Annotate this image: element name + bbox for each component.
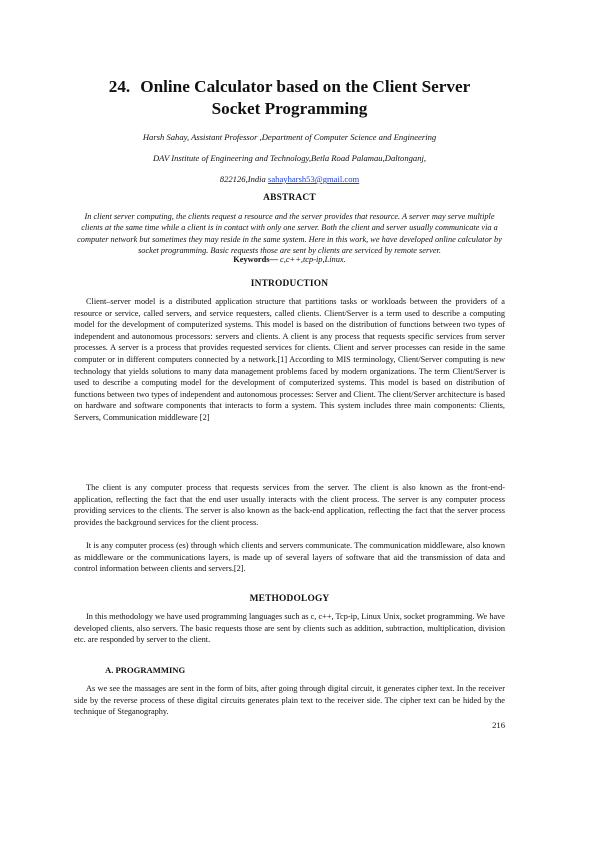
author-line-1: Harsh Sahay, Assistant Professor ,Department of Computer Science and Engineering bbox=[142, 132, 437, 142]
abstract-text: In client server computing, the clients request a resource and the server provides that resource. A server may serve multiple clients at the same time while a client is in contact with only one server. Both the client and server usually communicate via a computer network but sometimes they may reside in the same system. Here in this work, we have developed online calculator by socket programming. Basic requests those are sent by clients are serviced by remote server. bbox=[77, 212, 502, 256]
author-block bbox=[74, 127, 505, 190]
programming-paragraph-1: As we see the massages are sent in the form of bits, after going through digital circuit, it generates cipher text. In the receiver side by the reverse process of these digital circuits generates plain text to the receiver side. The cipher text can be hided by the technique of Steganography. bbox=[74, 684, 505, 717]
introduction-paragraph-3: It is any computer process (es) through which clients and servers communicate. The communication middleware, also known as middleware or the communications layers, is made up of several layers of software that aid the transmission of data and control information between clients and servers.[2]. bbox=[74, 541, 505, 574]
keywords-line bbox=[74, 255, 505, 264]
title-number: 24. bbox=[108, 77, 131, 96]
author-line-3 bbox=[74, 169, 505, 190]
abstract-heading: ABSTRACT bbox=[263, 193, 316, 203]
author-line-2: DAV Institute of Engineering and Technology,Betla Road Palamau,Daltonganj, bbox=[152, 153, 427, 163]
author-email-link[interactable]: sahayharsh53@gmail.com bbox=[268, 174, 360, 184]
keywords-text: c,c++,tcp-ip,Linux. bbox=[277, 255, 346, 264]
methodology-heading: METHODOLOGY bbox=[249, 594, 330, 604]
title-line-2: Socket Programming bbox=[211, 99, 368, 118]
introduction-paragraph-1: Client–server model is a distributed application structure that partitions tasks or workloads between the providers of a resource or service, called servers, and service requesters, called clients. Client/Server is a term used to describe a computing model for the development of computerized systems. This model is based on the distribution of functions between two types of independent and autonomous processors: servers and clients. A client is any process that requests specific services from server processes. A server is a process that provides requested services for clients. Client and server processes can reside in the same computer or in different computers connected by a network.[1] According to MIS terminology, Client/Server computing is new technology that yields solutions to many data management problems faced by modern organizations. The term Client/Server is used to describe a computing model for the development of computerized systems. This model is based on distribution of functions between two types of independent and autonomous processes: Server and Client. The client/Server architecture is based on hardware and software components that interacts to form a system. This system includes three main components: Clients, Servers, Communication middleware [2] bbox=[74, 297, 505, 422]
page-number: 216 bbox=[492, 720, 505, 730]
methodology-paragraph-1: In this methodology we have used programming languages such as c, c++, Tcp-ip, Linux Unix, socket programming. We have developed clients, also servers. The basic requests those are sent by clients such as addition, subtraction, multiplication, division etc. are responded by server to the client. bbox=[74, 612, 505, 645]
author-address: 822126,India bbox=[219, 174, 268, 184]
paper-title bbox=[74, 76, 505, 120]
keywords-label: Keywords— bbox=[233, 255, 278, 264]
title-line-1: Online Calculator based on the Client Server bbox=[140, 77, 471, 96]
introduction-paragraph-2: The client is any computer process that requests services from the server. The client is also known as the front-end- application, reflecting the fact that the end user usually interacts with the client process. The server is any computer process providing services to the clients. The server is also known as the back-end application, reflecting the fact that the server process provides the background services for the client process. bbox=[74, 483, 505, 527]
programming-subheading: A. PROGRAMMING bbox=[105, 665, 186, 675]
introduction-heading: INTRODUCTION bbox=[250, 279, 329, 289]
